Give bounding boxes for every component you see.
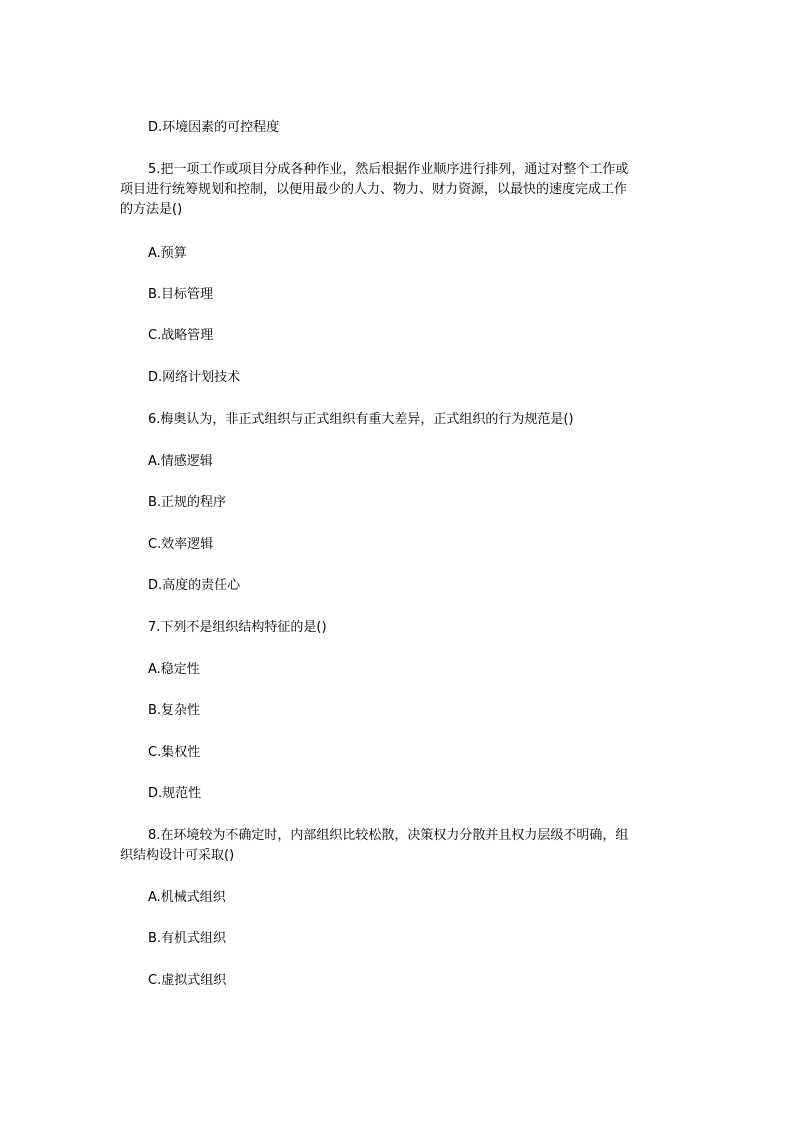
q6-option-a: A.情感逻辑 xyxy=(148,454,213,469)
q8-question: 8.在环境较为不确定时，内部组织比较松散，决策权力分散并且权力层级不明确，组织结构设计可采取() xyxy=(120,828,629,863)
q7-option-b: B.复杂性 xyxy=(148,703,201,718)
q7-option-d: D.规范性 xyxy=(148,786,202,801)
q5-option-b: B.目标管理 xyxy=(148,287,214,302)
q8-option-c: C.虚拟式组织 xyxy=(148,973,227,988)
q6-option-b: B.正规的程序 xyxy=(148,495,227,510)
q8-option-b: B.有机式组织 xyxy=(148,931,227,946)
q6-question: 6.梅奥认为，非正式组织与正式组织有重大差异，正式组织的行为规范是() xyxy=(148,412,574,427)
q8-option-a: A.机械式组织 xyxy=(148,890,226,905)
q5-option-a: A.预算 xyxy=(148,246,187,261)
q5-question: 5.把一项工作或项目分成各种作业，然后根据作业顺序进行排列，通过对整个工作或项目进行统筹规划和控制，以便用最少的人力、物力、财力资源，以最快的速度完成工作的方法是() xyxy=(120,162,629,217)
q7-option-a: A.稳定性 xyxy=(148,662,200,677)
q5-option-d: D.网络计划技术 xyxy=(148,370,241,385)
q7-option-c: C.集权性 xyxy=(148,745,201,760)
q4-option-d: D.环境因素的可控程度 xyxy=(148,120,280,135)
q5-option-c: C.战略管理 xyxy=(148,328,214,343)
q6-option-c: C.效率逻辑 xyxy=(148,537,214,552)
q7-question: 7.下列不是组织结构特征的是() xyxy=(148,620,327,635)
q6-option-d: D.高度的责任心 xyxy=(148,578,241,593)
